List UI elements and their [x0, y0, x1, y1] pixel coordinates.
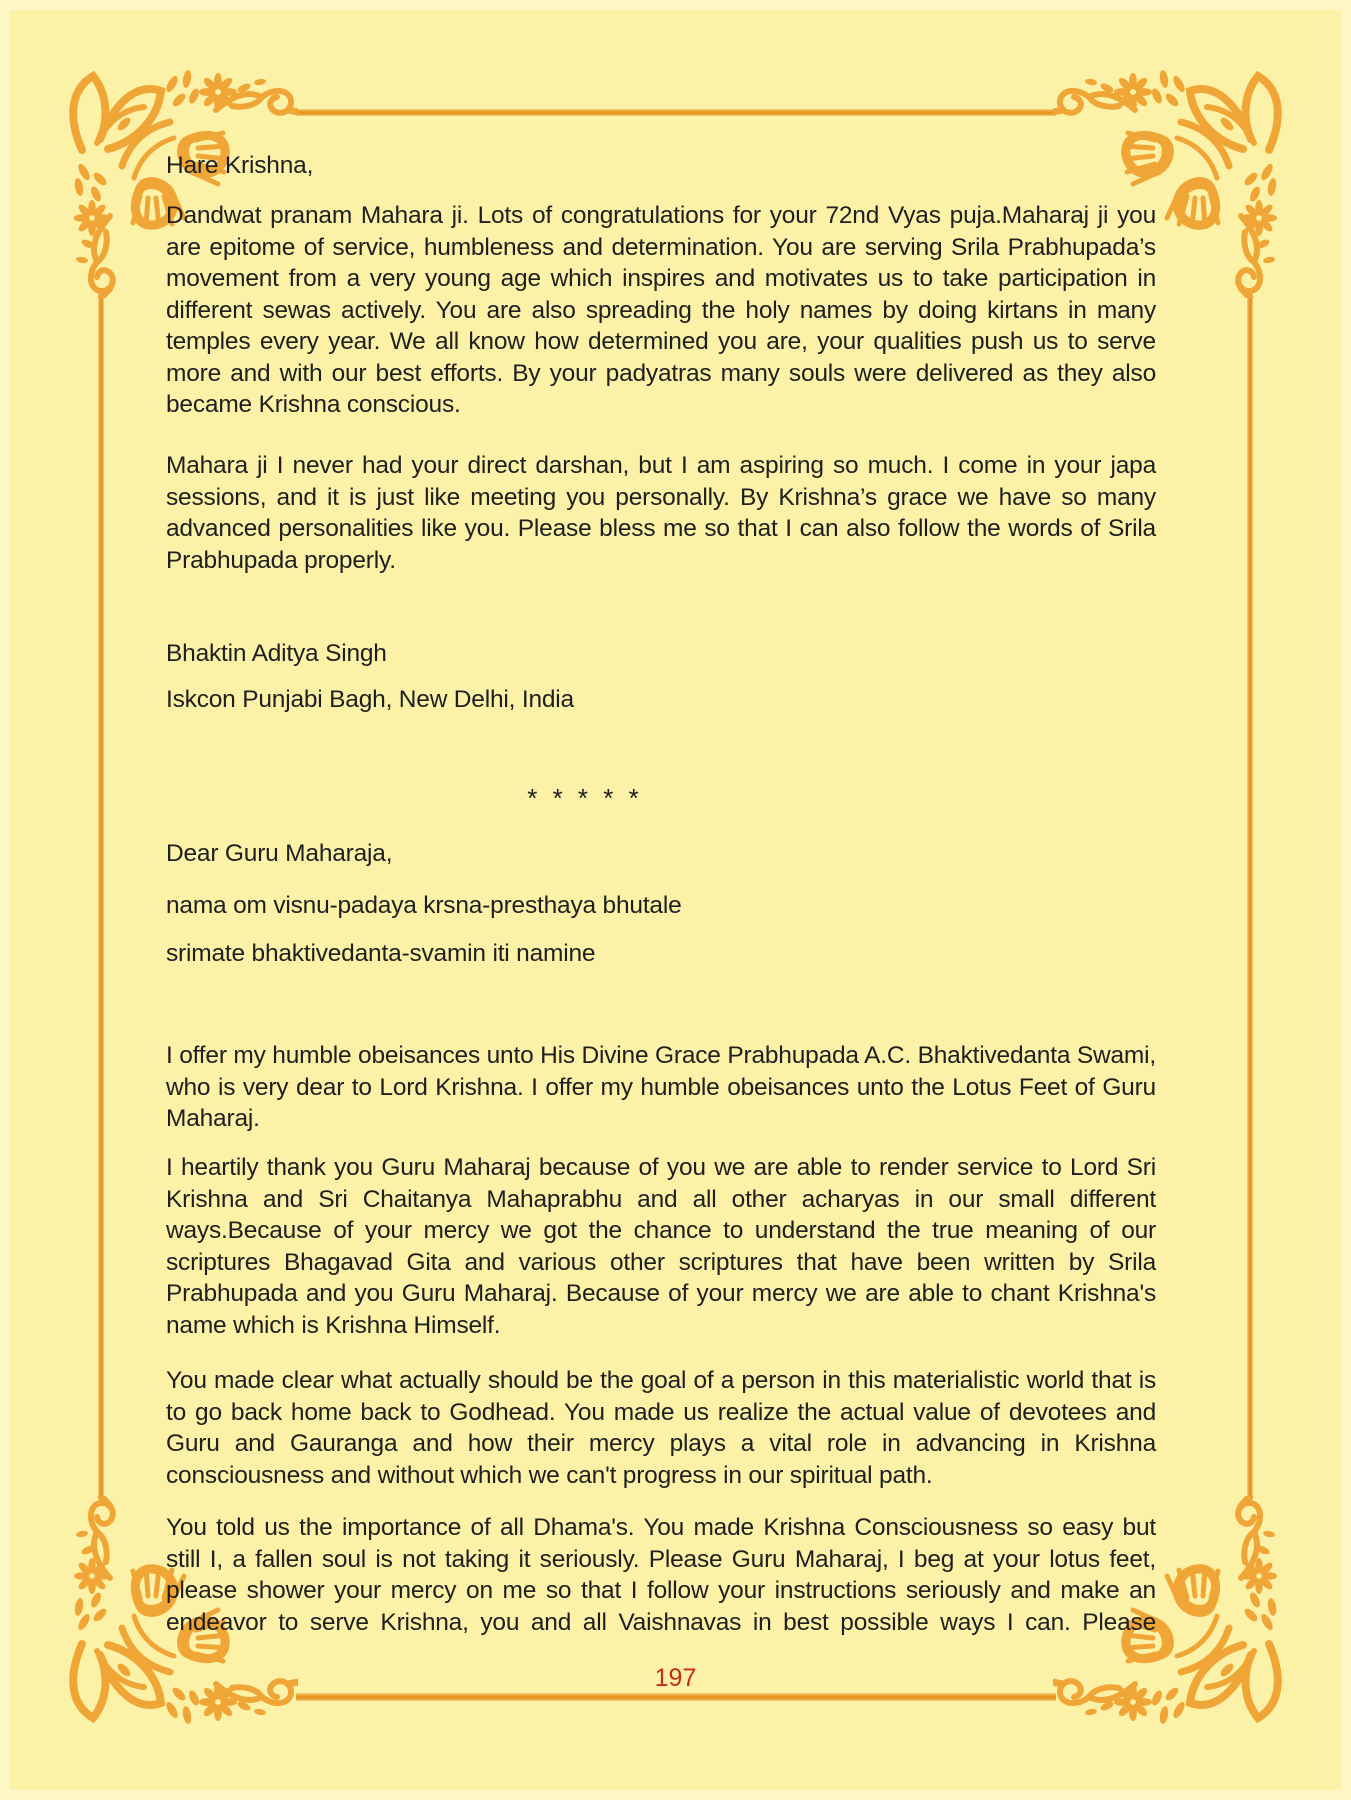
letter2-paragraph-3: You made clear what actually should be the goal of a person in this materialistic world that is to go back home back to Godhead. You made us realize the actual value of devotees and Guru and Gauranga and how their mercy plays a vital role in advancing in Krishna consciousness and without which we can't progress in our spiritual path. [166, 1367, 1156, 1489]
letter2-verse-line-2: srimate bhaktivedanta-svamin iti namine [166, 940, 596, 967]
section-separator: * * * * * [527, 783, 643, 813]
letter1-signature-location: Iskcon Punjabi Bagh, New Delhi, India [166, 686, 574, 713]
page-number: 197 [654, 1664, 697, 1692]
letters-text-column [166, 0, 1156, 1800]
letter2-verse-line-1: nama om visnu-padaya krsna-presthaya bhutale [166, 892, 682, 919]
letter1-paragraph-2: Mahara ji I never had your direct darshan, but I am aspiring so much. I come in your japa sessions, and it is just like meeting you personally. By Krishna’s grace we have so many advanced personalities like you. Please bless me so that I can also follow the words of Srila Prabhupada properly. [166, 452, 1156, 574]
letter2-paragraph-1: I offer my humble obeisances unto His Divine Grace Prabhupada A.C. Bhaktivedanta Swami, who is very dear to Lord Krishna. I offer my humble obeisances unto the Lotus Feet of Guru Maharaj. [166, 1042, 1156, 1132]
frame-left-line [98, 292, 104, 1500]
letter2-paragraph-2: I heartily thank you Guru Maharaj because of you we are able to render service to Lord Sri Krishna and Sri Chaitanya Mahaprabhu and all other acharyas in our small different ways.Because of your mercy we got the chance to understand the true meaning of our scriptures Bhagavad Gita and various other scriptures that have been written by Srila Prabhupada and you Guru Maharaj. Because of your mercy we are able to chant Krishna's name which is Krishna Himself. [166, 1154, 1156, 1339]
letter1-paragraph-1: Dandwat pranam Mahara ji. Lots of congratulations for your 72nd Vyas puja.Maharaj ji you are epitome of service, humbleness and determination. You are serving Srila Prabhupada’s movement from a very young age which inspires and motivates us to take participation in different sewas actively. You are also spreading the holy names by doing kirtans in many temples every year. We all know how determined you are, your qualities push us to serve more and with our best efforts. By your padyatras many souls were delivered as they also became Krishna conscious. [166, 202, 1156, 418]
letter1-signature-name: Bhaktin Aditya Singh [166, 640, 387, 667]
frame-right-line [1247, 292, 1253, 1500]
letter2-salutation: Dear Guru Maharaja, [166, 840, 393, 867]
letter2-paragraph-4: You told us the importance of all Dhama's. You made Krishna Consciousness so easy but still I, a fallen soul is not taking it seriously. Please Guru Maharaj, I beg at your lotus feet, please shower your mercy on me so that I follow your instructions seriously and make an endeavor to serve Krishna, you and all Vaishnavas in best possible ways I can. Please [166, 1514, 1156, 1636]
letter1-salutation: Hare Krishna, [166, 152, 314, 179]
